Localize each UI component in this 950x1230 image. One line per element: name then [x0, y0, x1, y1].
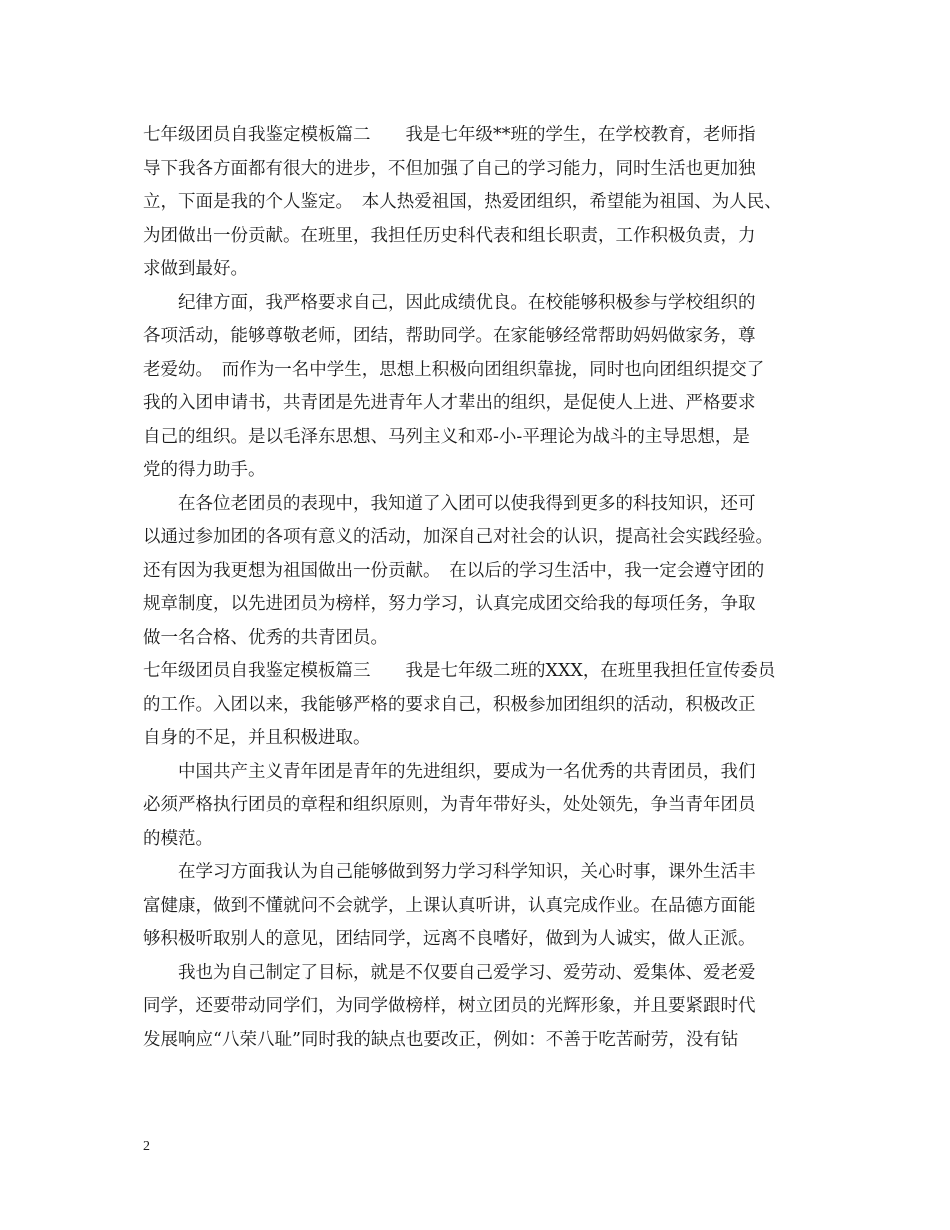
text-line: 自身的不足，并且积极进取。 [143, 728, 371, 748]
text-line: 为团做出一份贡献。在班里，我担任历史科代表和组长职责，工作积极负责，力 [143, 225, 756, 246]
text-line: 中国共产主义青年团是青年的先进组织，要成为一名优秀的共青团员，我们 [143, 761, 756, 782]
page-number: 2 [143, 1139, 150, 1154]
text-line: 我也为自己制定了目标，就是不仅要自己爱学习、爱劳动、爱集体、爱老爱 [143, 962, 756, 983]
text-line: 的模范。 [143, 828, 213, 849]
text-line: 必须严格执行团员的章程和组织原则，为青年带好头，处处领先，争当青年团员 [143, 795, 756, 815]
text-line: 在各位老团员的表现中，我知道了入团可以使我得到更多的科技知识，还可 [143, 493, 756, 514]
text-line: 七年级团员自我鉴定模板篇二 我是七年级**班的学生，在学校教育，老师指 [143, 125, 756, 145]
text-line: 我的入团申请书，共青团是先进青年人才辈出的组织，是促使人上进、严格要求 [143, 393, 756, 413]
body-text [143, 119, 811, 1057]
text-line: 规章制度，以先进团员为榜样，努力学习，认真完成团交给我的每项任务，争取 [143, 594, 756, 614]
text-line: 求做到最好。 [143, 259, 248, 279]
text-line: 立，下面是我的个人鉴定。 本人热爱祖国，热爱团组织，希望能为祖国、为人民、 [143, 192, 782, 212]
text-line: 导下我各方面都有很大的进步，不但加强了自己的学习能力，同时生活也更加独 [143, 158, 756, 179]
text-line: 富健康，做到不懂就问不会就学，上课认真听讲，认真完成作业。在品德方面能 [143, 895, 756, 916]
text-line: 发展响应“八荣八耻”同时我的缺点也要改正，例如：不善于吃苦耐劳，没有钻 [143, 1029, 739, 1050]
text-line: 老爱幼。 而作为一名中学生，思想上积极向团组织靠拢，同时也向团组织提交了 [143, 359, 765, 380]
text-line: 做一名合格、优秀的共青团员。 [143, 627, 388, 648]
text-line: 纪律方面，我严格要求自己，因此成绩优良。在校能够积极参与学校组织的 [143, 292, 756, 313]
text-line: 在学习方面我认为自己能够做到努力学习科学知识，关心时事，课外生活丰 [143, 862, 756, 882]
text-line: 够积极听取别人的意见，团结同学，远离不良嗜好，做到为人诚实，做人正派。 [143, 929, 756, 949]
text-line: 以通过参加团的各项有意义的活动，加深自己对社会的认识，提高社会实践经验。 [143, 527, 773, 547]
text-line: 同学，还要带动同学们，为同学做榜样，树立团员的光辉形象，并且要紧跟时代 [143, 996, 756, 1016]
text-line: 七年级团员自我鉴定模板篇三 我是七年级二班的XXX，在班里我担任宣传委员 [143, 661, 776, 681]
text-line: 自己的组织。是以毛泽东思想、马列主义和邓-小-平理论为战斗的主导思想，是 [143, 426, 750, 447]
text-line: 还有因为我更想为祖国做出一份贡献。 在以后的学习生活中，我一定会遵守团的 [143, 560, 765, 581]
text-line: 各项活动，能够尊敬老师，团结，帮助同学。在家能够经常帮助妈妈做家务，尊 [143, 326, 756, 346]
text-line: 党的得力助手。 [143, 460, 266, 480]
text-line: 的工作。入团以来，我能够严格的要求自己，积极参加团组织的活动，积极改正 [143, 694, 756, 715]
